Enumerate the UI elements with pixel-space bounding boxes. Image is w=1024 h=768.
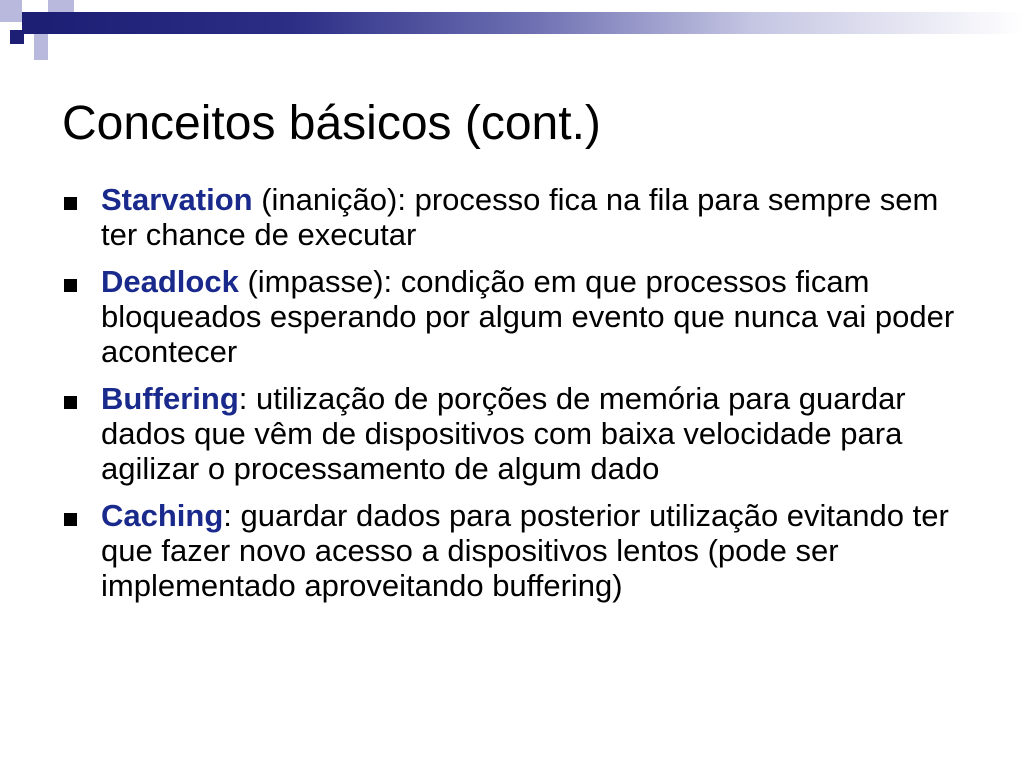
slide-title: Conceitos básicos (cont.) [62, 97, 601, 150]
bullet-term: Buffering [101, 381, 239, 416]
bullet-term: Caching [101, 498, 224, 533]
bullet-text: : utilização de porções de memória para guardar dados que vêm de dispositivos com baixa velocidade para agilizar o processamento de algum dado [101, 381, 906, 486]
bullet-text: (impasse): condição em que processos ficam bloqueados esperando por algum evento que nunca vai poder acontecer [101, 264, 955, 369]
bullet-term: Starvation [101, 182, 253, 217]
decor-square [34, 34, 48, 48]
decor-square [34, 48, 48, 60]
bullet-item [64, 381, 974, 486]
decor-square [60, 0, 74, 12]
square-bullet-icon [64, 396, 77, 409]
bullet-item [64, 264, 974, 369]
bullet-text: : guardar dados para posterior utilização evitando ter que fazer novo acesso a dispositivos lentos (pode ser implementado aproveitando buffering) [101, 498, 949, 603]
header-gradient-bar [48, 12, 1024, 34]
decor-square [22, 12, 48, 34]
square-bullet-icon [64, 513, 77, 526]
decor-square [10, 30, 24, 44]
bullet-list [64, 182, 974, 615]
bullet-item [64, 498, 974, 603]
bullet-text: (inanição): processo fica na fila para sempre sem ter chance de executar [101, 182, 939, 252]
bullet-item [64, 182, 974, 252]
square-bullet-icon [64, 197, 77, 210]
square-bullet-icon [64, 279, 77, 292]
decor-square [0, 0, 22, 22]
bullet-term: Deadlock [101, 264, 239, 299]
